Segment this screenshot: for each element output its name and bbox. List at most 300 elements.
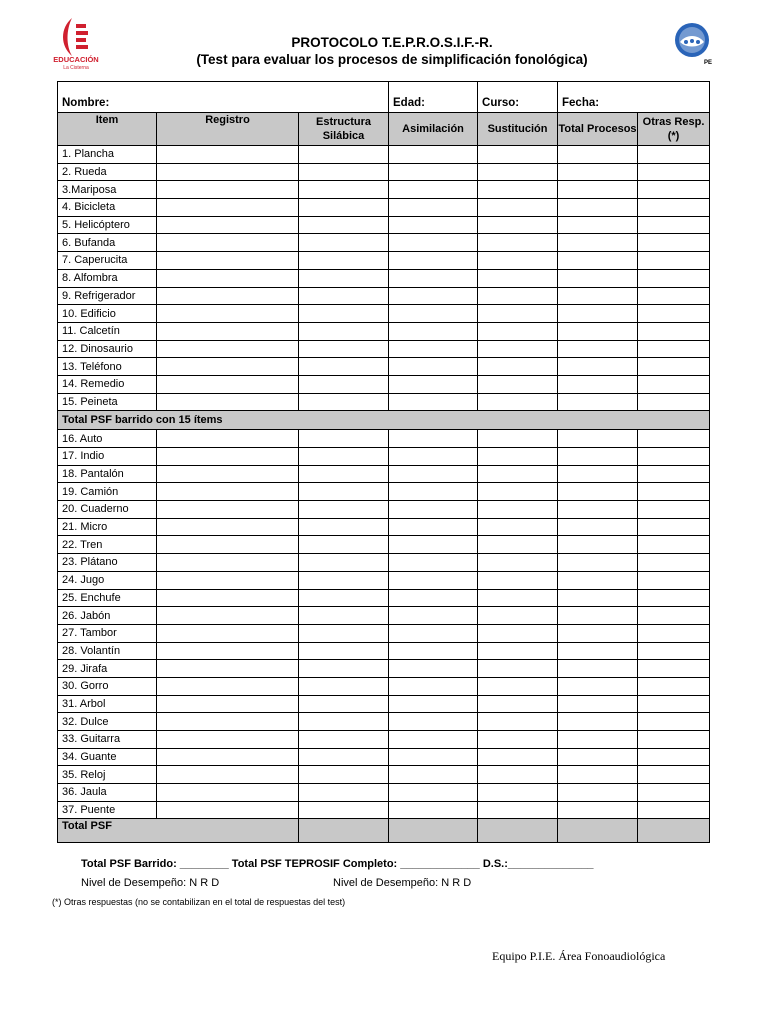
answer-cell[interactable]: [638, 199, 710, 217]
answer-cell[interactable]: [389, 695, 478, 713]
answer-cell[interactable]: [558, 571, 638, 589]
answer-cell[interactable]: [157, 748, 299, 766]
answer-cell[interactable]: [157, 713, 299, 731]
subtotal-row-label: Total PSF barrido con 15 ítems: [58, 411, 710, 430]
item-label: 4. Bicicleta: [58, 199, 157, 217]
answer-cell[interactable]: [157, 554, 299, 572]
answer-cell[interactable]: [299, 375, 389, 393]
answer-cell[interactable]: [299, 252, 389, 270]
answer-cell[interactable]: [558, 536, 638, 554]
answer-cell[interactable]: [478, 607, 558, 625]
answer-cell[interactable]: [299, 766, 389, 784]
student-info-row: [58, 82, 710, 113]
answer-cell[interactable]: [478, 624, 558, 642]
table-row: [58, 731, 710, 749]
answer-cell[interactable]: [638, 766, 710, 784]
answer-cell[interactable]: [558, 340, 638, 358]
footer-team: Equipo P.I.E. Área Fonoaudiológica: [492, 949, 666, 963]
answer-cell[interactable]: [638, 624, 710, 642]
answer-cell[interactable]: [389, 483, 478, 501]
answer-cell[interactable]: [299, 393, 389, 411]
answer-cell[interactable]: [638, 465, 710, 483]
answer-cell[interactable]: [558, 483, 638, 501]
answer-cell[interactable]: [478, 766, 558, 784]
answer-cell[interactable]: [638, 234, 710, 252]
answer-cell[interactable]: [299, 677, 389, 695]
total-row: [58, 819, 710, 843]
answer-cell[interactable]: [638, 375, 710, 393]
answer-cell[interactable]: [478, 554, 558, 572]
item-label: 14. Remedio: [58, 375, 157, 393]
answer-cell[interactable]: [478, 375, 558, 393]
name-field[interactable]: Nombre:: [58, 82, 389, 113]
answer-cell[interactable]: [558, 199, 638, 217]
answer-cell[interactable]: [389, 571, 478, 589]
answer-cell[interactable]: [558, 501, 638, 519]
answer-cell[interactable]: [638, 483, 710, 501]
item-label: 20. Cuaderno: [58, 501, 157, 519]
answer-cell[interactable]: [157, 801, 299, 819]
table-row: [58, 181, 710, 199]
answer-cell[interactable]: [638, 501, 710, 519]
answer-cell[interactable]: [389, 181, 478, 199]
answer-cell[interactable]: [157, 624, 299, 642]
answer-cell[interactable]: [558, 713, 638, 731]
answer-cell[interactable]: [558, 163, 638, 181]
answer-cell[interactable]: [299, 234, 389, 252]
answer-cell[interactable]: [478, 234, 558, 252]
total-cell[interactable]: [638, 819, 710, 843]
answer-cell[interactable]: [157, 375, 299, 393]
answer-cell[interactable]: [478, 322, 558, 340]
table-row: [58, 536, 710, 554]
answer-cell[interactable]: [638, 518, 710, 536]
answer-cell[interactable]: [299, 518, 389, 536]
col-header-total-procesos: Total Procesos: [558, 113, 638, 146]
item-label: 32. Dulce: [58, 713, 157, 731]
answer-cell[interactable]: [157, 784, 299, 802]
answer-cell[interactable]: [299, 607, 389, 625]
answer-cell[interactable]: [299, 624, 389, 642]
table-row: [58, 430, 710, 448]
logo-right-text: PE: [704, 60, 713, 66]
table-row: [58, 252, 710, 270]
answer-cell[interactable]: [558, 624, 638, 642]
answer-cell[interactable]: [157, 677, 299, 695]
table-row: [58, 305, 710, 323]
table-row: [58, 624, 710, 642]
answer-cell[interactable]: [157, 181, 299, 199]
table-row: [58, 358, 710, 376]
answer-cell[interactable]: [389, 677, 478, 695]
protocol-subtitle: (Test para evaluar los procesos de simplificación fonológica): [196, 52, 588, 67]
answer-cell[interactable]: [478, 501, 558, 519]
answer-cell[interactable]: [638, 269, 710, 287]
answer-cell[interactable]: [299, 358, 389, 376]
answer-cell[interactable]: [299, 430, 389, 448]
answer-cell[interactable]: [157, 340, 299, 358]
answer-cell[interactable]: [638, 571, 710, 589]
answer-cell[interactable]: [157, 465, 299, 483]
table-row: [58, 748, 710, 766]
answer-cell[interactable]: [299, 483, 389, 501]
answer-cell[interactable]: [157, 269, 299, 287]
answer-cell[interactable]: [299, 571, 389, 589]
answer-cell[interactable]: [389, 748, 478, 766]
summary-totals: Total PSF Barrido: ________ Total PSF TEPROSIF Completo: _____________ D.S.:______________: [81, 858, 594, 870]
answer-cell[interactable]: [478, 448, 558, 466]
answer-cell[interactable]: [638, 660, 710, 678]
answer-cell[interactable]: [157, 430, 299, 448]
answer-cell[interactable]: [389, 713, 478, 731]
table-row: [58, 518, 710, 536]
answer-cell[interactable]: [157, 163, 299, 181]
answer-cell[interactable]: [389, 501, 478, 519]
total-cell[interactable]: [299, 819, 389, 843]
answer-cell[interactable]: [299, 589, 389, 607]
answer-cell[interactable]: [638, 287, 710, 305]
answer-cell[interactable]: [157, 322, 299, 340]
item-label: 34. Guante: [58, 748, 157, 766]
answer-cell[interactable]: [478, 393, 558, 411]
answer-cell[interactable]: [389, 322, 478, 340]
table-row: [58, 465, 710, 483]
answer-cell[interactable]: [558, 554, 638, 572]
item-label: 31. Arbol: [58, 695, 157, 713]
item-label: 3.Mariposa: [58, 181, 157, 199]
answer-cell[interactable]: [558, 518, 638, 536]
item-label: 23. Plátano: [58, 554, 157, 572]
answer-cell[interactable]: [558, 695, 638, 713]
answer-cell[interactable]: [558, 784, 638, 802]
total-cell[interactable]: [389, 819, 478, 843]
answer-cell[interactable]: [157, 607, 299, 625]
answer-cell[interactable]: [478, 536, 558, 554]
answer-cell[interactable]: [638, 430, 710, 448]
answer-cell[interactable]: [299, 731, 389, 749]
col-header-sustitucion: Sustitución: [478, 113, 558, 146]
answer-cell[interactable]: [157, 305, 299, 323]
answer-cell[interactable]: [389, 536, 478, 554]
answer-cell[interactable]: [389, 358, 478, 376]
answer-cell[interactable]: [638, 358, 710, 376]
answer-cell[interactable]: [478, 731, 558, 749]
answer-cell[interactable]: [157, 660, 299, 678]
table-row: [58, 448, 710, 466]
total-cell[interactable]: [478, 819, 558, 843]
nivel-desempeno-left: Nivel de Desempeño: N R D: [81, 877, 220, 889]
answer-cell[interactable]: [157, 518, 299, 536]
answer-cell[interactable]: [638, 252, 710, 270]
item-label: 36. Jaula: [58, 784, 157, 802]
col-header-otras-resp: Otras Resp. (*): [638, 113, 710, 146]
answer-cell[interactable]: [389, 589, 478, 607]
answer-cell[interactable]: [558, 181, 638, 199]
answer-cell[interactable]: [558, 589, 638, 607]
table-row: [58, 322, 710, 340]
answer-cell[interactable]: [478, 252, 558, 270]
item-label: 28. Volantín: [58, 642, 157, 660]
answer-cell[interactable]: [478, 660, 558, 678]
answer-cell[interactable]: [389, 375, 478, 393]
table-row: [58, 234, 710, 252]
answer-cell[interactable]: [638, 340, 710, 358]
answer-cell[interactable]: [478, 642, 558, 660]
answer-cell[interactable]: [389, 784, 478, 802]
answer-cell[interactable]: [638, 695, 710, 713]
age-field[interactable]: Edad:: [389, 82, 478, 113]
answer-cell[interactable]: [638, 448, 710, 466]
answer-cell[interactable]: [638, 536, 710, 554]
answer-cell[interactable]: [157, 252, 299, 270]
answer-cell[interactable]: [157, 536, 299, 554]
answer-cell[interactable]: [299, 146, 389, 164]
logo-left-subtext: La Cisterna: [63, 65, 89, 71]
answer-cell[interactable]: [157, 731, 299, 749]
answer-cell[interactable]: [478, 483, 558, 501]
answer-cell[interactable]: [157, 589, 299, 607]
answer-cell[interactable]: [299, 181, 389, 199]
protocol-table: [57, 81, 710, 843]
answer-cell[interactable]: [638, 216, 710, 234]
answer-cell[interactable]: [558, 448, 638, 466]
item-label: 21. Micro: [58, 518, 157, 536]
answer-cell[interactable]: [157, 287, 299, 305]
logo-left-text: EDUCACIÓN: [53, 55, 99, 64]
answer-cell[interactable]: [478, 784, 558, 802]
item-label: 2. Rueda: [58, 163, 157, 181]
answer-cell[interactable]: [478, 748, 558, 766]
answer-cell[interactable]: [478, 518, 558, 536]
answer-cell[interactable]: [157, 358, 299, 376]
answer-cell[interactable]: [638, 181, 710, 199]
answer-cell[interactable]: [389, 554, 478, 572]
answer-cell[interactable]: [389, 642, 478, 660]
answer-cell[interactable]: [299, 340, 389, 358]
answer-cell[interactable]: [558, 642, 638, 660]
answer-cell[interactable]: [638, 748, 710, 766]
answer-cell[interactable]: [638, 642, 710, 660]
item-label: 9. Refrigerador: [58, 287, 157, 305]
answer-cell[interactable]: [638, 393, 710, 411]
answer-cell[interactable]: [299, 536, 389, 554]
answer-cell[interactable]: [389, 234, 478, 252]
answer-cell[interactable]: [558, 305, 638, 323]
answer-cell[interactable]: [478, 163, 558, 181]
answer-cell[interactable]: [389, 216, 478, 234]
table-row: [58, 393, 710, 411]
answer-cell[interactable]: [558, 677, 638, 695]
answer-cell[interactable]: [558, 731, 638, 749]
table-row: [58, 199, 710, 217]
answer-cell[interactable]: [638, 305, 710, 323]
answer-cell[interactable]: [157, 642, 299, 660]
answer-cell[interactable]: [638, 589, 710, 607]
answer-cell[interactable]: [558, 269, 638, 287]
answer-cell[interactable]: [299, 660, 389, 678]
answer-cell[interactable]: [389, 766, 478, 784]
grade-field[interactable]: Curso:: [478, 82, 558, 113]
answer-cell[interactable]: [299, 642, 389, 660]
answer-cell[interactable]: [299, 322, 389, 340]
col-header-item: Item: [58, 113, 157, 146]
answer-cell[interactable]: [389, 393, 478, 411]
answer-cell[interactable]: [299, 448, 389, 466]
answer-cell[interactable]: [157, 766, 299, 784]
answer-cell[interactable]: [558, 430, 638, 448]
answer-cell[interactable]: [299, 287, 389, 305]
answer-cell[interactable]: [478, 713, 558, 731]
answer-cell[interactable]: [299, 784, 389, 802]
item-label: 8. Alfombra: [58, 269, 157, 287]
answer-cell[interactable]: [638, 731, 710, 749]
answer-cell[interactable]: [478, 571, 558, 589]
table-row: [58, 660, 710, 678]
table-row: [58, 483, 710, 501]
answer-cell[interactable]: [157, 483, 299, 501]
footnote: (*) Otras respuestas (no se contabilizan en el total de respuestas del test): [52, 897, 346, 907]
answer-cell[interactable]: [157, 146, 299, 164]
answer-cell[interactable]: [478, 358, 558, 376]
answer-cell[interactable]: [389, 607, 478, 625]
item-label: 7. Caperucita: [58, 252, 157, 270]
answer-cell[interactable]: [299, 501, 389, 519]
item-label: 33. Guitarra: [58, 731, 157, 749]
answer-cell[interactable]: [638, 801, 710, 819]
answer-cell[interactable]: [638, 163, 710, 181]
answer-cell[interactable]: [638, 554, 710, 572]
answer-cell[interactable]: [299, 305, 389, 323]
answer-cell[interactable]: [478, 430, 558, 448]
answer-cell[interactable]: [389, 163, 478, 181]
answer-cell[interactable]: [389, 430, 478, 448]
item-label: 6. Bufanda: [58, 234, 157, 252]
answer-cell[interactable]: [558, 375, 638, 393]
table-row: [58, 607, 710, 625]
answer-cell[interactable]: [478, 146, 558, 164]
column-header-row: [58, 113, 710, 146]
answer-cell[interactable]: [389, 624, 478, 642]
answer-cell[interactable]: [558, 660, 638, 678]
answer-cell[interactable]: [157, 571, 299, 589]
answer-cell[interactable]: [558, 607, 638, 625]
answer-cell[interactable]: [389, 252, 478, 270]
item-label: 25. Enchufe: [58, 589, 157, 607]
answer-cell[interactable]: [558, 465, 638, 483]
answer-cell[interactable]: [478, 801, 558, 819]
answer-cell[interactable]: [157, 695, 299, 713]
answer-cell[interactable]: [558, 358, 638, 376]
date-field[interactable]: Fecha:: [558, 82, 710, 113]
answer-cell[interactable]: [389, 146, 478, 164]
answer-cell[interactable]: [558, 287, 638, 305]
answer-cell[interactable]: [478, 695, 558, 713]
answer-cell[interactable]: [638, 322, 710, 340]
answer-cell[interactable]: [389, 199, 478, 217]
answer-cell[interactable]: [299, 713, 389, 731]
answer-cell[interactable]: [478, 269, 558, 287]
answer-cell[interactable]: [389, 801, 478, 819]
answer-cell[interactable]: [558, 766, 638, 784]
answer-cell[interactable]: [389, 340, 478, 358]
answer-cell[interactable]: [157, 448, 299, 466]
answer-cell[interactable]: [299, 465, 389, 483]
answer-cell[interactable]: [478, 589, 558, 607]
answer-cell[interactable]: [389, 287, 478, 305]
answer-cell[interactable]: [157, 216, 299, 234]
answer-cell[interactable]: [638, 713, 710, 731]
table-row: [58, 766, 710, 784]
answer-cell[interactable]: [299, 695, 389, 713]
table-row: [58, 216, 710, 234]
item-label: 18. Pantalón: [58, 465, 157, 483]
table-row: [58, 713, 710, 731]
answer-cell[interactable]: [299, 269, 389, 287]
answer-cell[interactable]: [157, 393, 299, 411]
answer-cell[interactable]: [558, 234, 638, 252]
answer-cell[interactable]: [478, 305, 558, 323]
nivel-desempeno-right: Nivel de Desempeño: N R D: [333, 877, 472, 889]
item-label: 29. Jirafa: [58, 660, 157, 678]
answer-cell[interactable]: [299, 163, 389, 181]
answer-cell[interactable]: [389, 448, 478, 466]
answer-cell[interactable]: [389, 518, 478, 536]
answer-cell[interactable]: [157, 199, 299, 217]
answer-cell[interactable]: [478, 287, 558, 305]
answer-cell[interactable]: [157, 501, 299, 519]
answer-cell[interactable]: [558, 252, 638, 270]
total-cell[interactable]: [558, 819, 638, 843]
answer-cell[interactable]: [478, 677, 558, 695]
answer-cell[interactable]: [299, 801, 389, 819]
item-label: 1. Plancha: [58, 146, 157, 164]
answer-cell[interactable]: [638, 784, 710, 802]
item-label: 16. Auto: [58, 430, 157, 448]
item-label: 27. Tambor: [58, 624, 157, 642]
item-label: 13. Teléfono: [58, 358, 157, 376]
answer-cell[interactable]: [638, 607, 710, 625]
answer-cell[interactable]: [478, 465, 558, 483]
answer-cell[interactable]: [638, 677, 710, 695]
table-row: [58, 801, 710, 819]
item-label: 15. Peineta: [58, 393, 157, 411]
answer-cell[interactable]: [558, 748, 638, 766]
answer-cell[interactable]: [558, 216, 638, 234]
answer-cell[interactable]: [638, 146, 710, 164]
answer-cell[interactable]: [389, 465, 478, 483]
answer-cell[interactable]: [389, 660, 478, 678]
table-row: [58, 554, 710, 572]
answer-cell[interactable]: [558, 393, 638, 411]
answer-cell[interactable]: [389, 269, 478, 287]
answer-cell[interactable]: [558, 322, 638, 340]
answer-cell[interactable]: [478, 216, 558, 234]
answer-cell[interactable]: [389, 305, 478, 323]
answer-cell[interactable]: [389, 731, 478, 749]
item-label: 24. Jugo: [58, 571, 157, 589]
answer-cell[interactable]: [478, 340, 558, 358]
answer-cell[interactable]: [299, 216, 389, 234]
answer-cell[interactable]: [478, 181, 558, 199]
answer-cell[interactable]: [299, 199, 389, 217]
answer-cell[interactable]: [299, 748, 389, 766]
answer-cell[interactable]: [299, 554, 389, 572]
answer-cell[interactable]: [157, 234, 299, 252]
answer-cell[interactable]: [558, 146, 638, 164]
answer-cell[interactable]: [478, 199, 558, 217]
item-label: 22. Tren: [58, 536, 157, 554]
answer-cell[interactable]: [558, 801, 638, 819]
